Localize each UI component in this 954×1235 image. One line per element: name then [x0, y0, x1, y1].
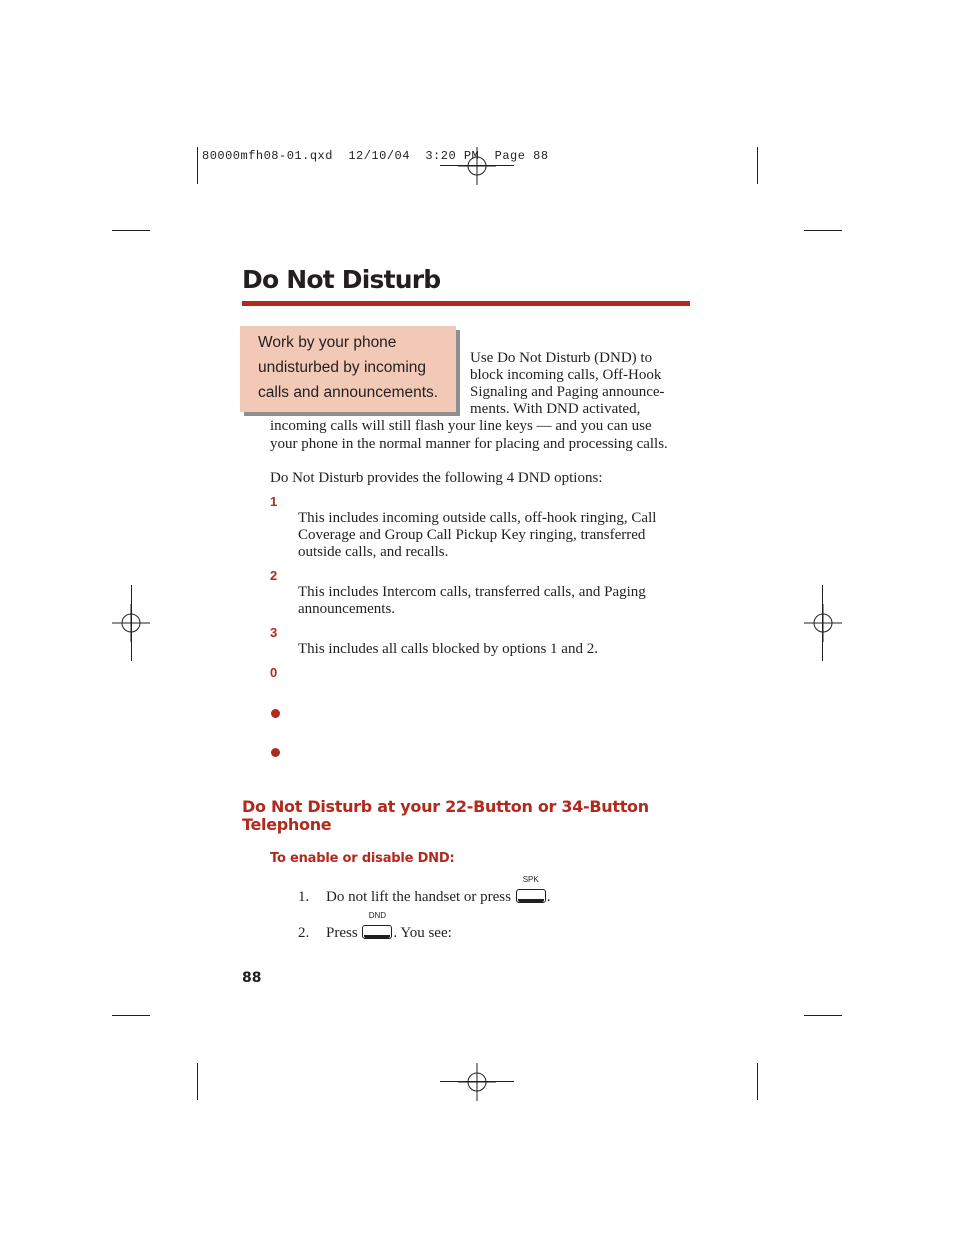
intro-line: incoming calls will still flash your line keys — and you can use	[270, 418, 652, 434]
page-title: Do Not Disturb	[242, 265, 441, 294]
speaker-key-icon	[516, 875, 546, 903]
options-intro: Do Not Disturb provides the following 4 DND options:	[270, 470, 603, 486]
crop-mark	[440, 1081, 514, 1082]
intro-line: Use Do Not Disturb (DND) to	[470, 350, 653, 366]
crop-mark	[112, 230, 150, 231]
option-number: 2	[270, 568, 278, 583]
step-text	[326, 875, 551, 906]
option-text: outside calls, and recalls.	[298, 544, 449, 560]
bullet-icon	[271, 748, 280, 757]
dnd-key-icon	[362, 911, 392, 939]
crop-mark	[197, 1063, 198, 1100]
option-number: 3	[270, 625, 278, 640]
intro-line: Signaling and Paging announce-	[470, 384, 665, 400]
slug-line: 80000mfh08-01.qxd 12/10/04 3:20 PM Page 88	[202, 149, 549, 163]
option-text: This includes Intercom calls, transferred calls, and Paging	[298, 584, 646, 600]
crop-mark	[197, 147, 198, 184]
crop-mark	[757, 1063, 758, 1100]
option-text: This includes all calls blocked by options 1 and 2.	[298, 641, 598, 657]
step-text-before: Do not lift the handset or press	[326, 889, 511, 905]
option-number: 0	[270, 665, 278, 680]
step-text-before: Press	[326, 925, 358, 941]
callout-line: Work by your phone	[258, 334, 397, 351]
option-text: announcements.	[298, 601, 396, 617]
intro-line: ments. With DND activated,	[470, 401, 641, 417]
callout-box	[240, 326, 456, 412]
step-text	[326, 911, 452, 942]
title-rule	[242, 301, 690, 306]
crop-mark	[757, 147, 758, 184]
step-text-after: . You see:	[393, 925, 452, 941]
option-text: This includes incoming outside calls, off-hook ringing, Call	[298, 510, 657, 526]
bullet-icon	[271, 709, 280, 718]
registration-mark-icon	[458, 147, 496, 185]
intro-line: your phone in the normal manner for placing and processing calls.	[270, 436, 668, 452]
key-label: DND	[368, 911, 387, 920]
step-text-after: .	[546, 889, 551, 905]
sub-heading: To enable or disable DND:	[270, 851, 455, 866]
registration-mark-icon	[458, 1063, 496, 1101]
crop-mark	[804, 230, 842, 231]
crop-mark	[112, 1015, 150, 1016]
option-text: Coverage and Group Call Pickup Key ringing, transferred	[298, 527, 646, 543]
registration-mark-icon	[804, 604, 842, 642]
page-number: 88	[242, 970, 262, 986]
step-number: 2.	[298, 925, 310, 941]
crop-mark	[822, 585, 823, 661]
callout-line: undisturbed by incoming	[258, 359, 427, 376]
crop-mark	[804, 1015, 842, 1016]
callout-line: calls and announcements.	[258, 384, 439, 401]
intro-line: block incoming calls, Off-Hook	[470, 367, 662, 383]
step-number: 1.	[298, 889, 310, 905]
crop-mark	[131, 585, 132, 661]
key-label: SPK	[522, 875, 539, 884]
section-heading: Do Not Disturb at your 22-Button or 34-Button Telephone	[242, 797, 649, 834]
option-number: 1	[270, 494, 278, 509]
